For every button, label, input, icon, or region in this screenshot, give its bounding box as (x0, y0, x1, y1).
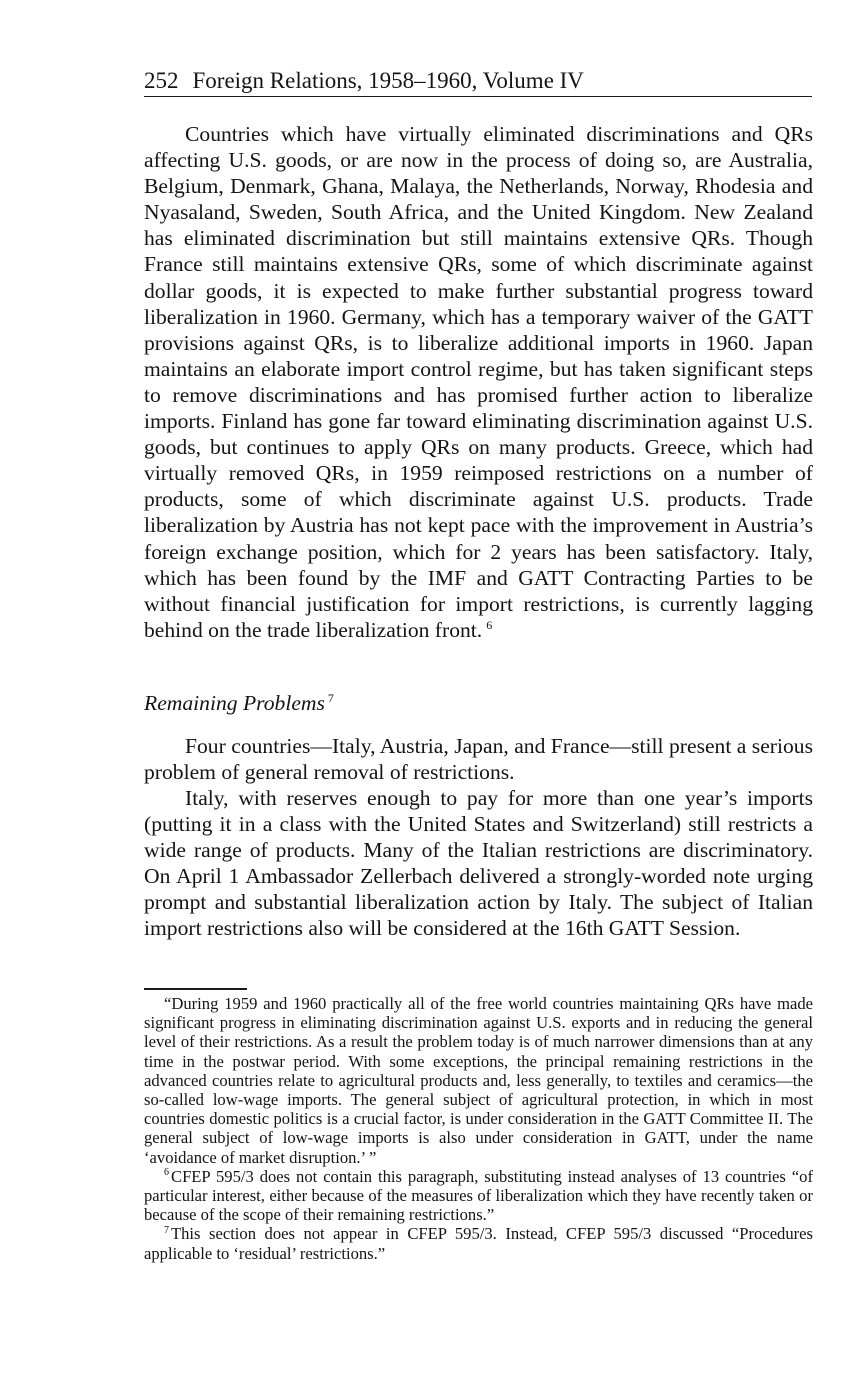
body-paragraph: Italy, with reserves enough to pay for more than one year’s imports (putting it in a class with the United States and Switzerland) still restricts a wide range of products. Many of the Italian restrictions are discriminatory. On April 1 Ambassador Zellerbach delivered a strongly-worded note urging prompt and substantial liberalization action by Italy. The subject of Italian import restrictions also will be considered at the 16th GATT Session. (144, 786, 813, 941)
running-head (144, 66, 812, 97)
footnote-6 (144, 1167, 813, 1225)
footnotes (144, 994, 813, 1263)
body-paragraph (144, 121, 813, 643)
footnote-text: CFEP 595/3 does not contain this paragraph, substituting instead analyses of 13 countries “of particular interest, either because of the measures of liberalization which they have recently taken or because of the scope of their remaining restrictions.” (144, 1166, 813, 1225)
body-paragraph-3-block (144, 785, 813, 942)
section-heading-text: Remaining Problems (144, 691, 325, 715)
footnote-reference: 6 (486, 617, 493, 632)
page-number: 252 (144, 68, 179, 93)
paragraph-text: Countries which have virtually eliminated discriminations and QRs affecting U.S. goods, or are now in the process of doing so, are Australia, Belgium, Denmark, Ghana, Malaya, the Netherlands, Norway, Rhodesia and Nyasaland, Sweden, South Africa, and the United Kingdom. New Zealand has eliminated discrimination but still maintains extensive QRs. Though France still maintains extensive QRs, some of which discriminate against dollar goods, it is expected to make further substantial progress toward liberalization in 1960. Germany, which has a temporary waiver of the GATT provisions against QRs, is to liberalize additional imports in 1960. Japan maintains an elaborate import control regime, but has taken significant steps to remove discriminations and has promised further action to liberalize imports. Finland has gone far toward eliminating discrimination against U.S. goods, but continues to apply QRs on many products. Greece, which had virtually removed QRs, in 1959 reimposed restrictions on a number of products, some of which discriminate against U.S. products. Trade liberalization by Austria has not kept pace with the improvement in Austria’s foreign exchange position, which for 2 years has been satisfactory. Italy, which has been found by the IMF and GATT Contracting Parties to be without financial justification for import restrictions, is currently lagging behind on the trade liberalization front. (144, 122, 813, 642)
footnote-divider (144, 988, 247, 990)
footnote-7 (144, 1224, 813, 1262)
footnote-marker: 7 (164, 1224, 169, 1236)
body-paragraph-1-block (144, 121, 813, 643)
footnote-text: This section does not appear in CFEP 595/3. Instead, CFEP 595/3 discussed “Procedures applicable to ‘residual’ restrictions.” (144, 1224, 813, 1263)
body-paragraph: Four countries—Italy, Austria, Japan, and France—still present a serious problem of general removal of restrictions. (144, 734, 813, 785)
footnote-marker: 6 (164, 1167, 169, 1179)
footnote-continued: “During 1959 and 1960 practically all of the free world countries maintaining QRs have made significant progress in eliminating discrimination against U.S. exports and in reducing the general level of their restrictions. As a result the problem today is of much narrower dimensions than at any time in the postwar period. With some exceptions, the principal remaining restrictions in the advanced countries relate to agricultural products and, less generally, to textiles and ceramics—the so-called low-wage imports. The general subject of agricultural protection, in which in most countries domestic politics is a crucial factor, is under consideration in the GATT Committee II. The general subject of low-wage imports is also under consideration in GATT, under the name ‘avoidance of market disruption.’ ” (144, 994, 813, 1167)
section-heading (144, 689, 334, 717)
footnote-reference: 7 (327, 690, 334, 705)
body-paragraph-2-block (144, 733, 813, 785)
running-head-title: Foreign Relations, 1958–1960, Volume IV (192, 68, 584, 93)
